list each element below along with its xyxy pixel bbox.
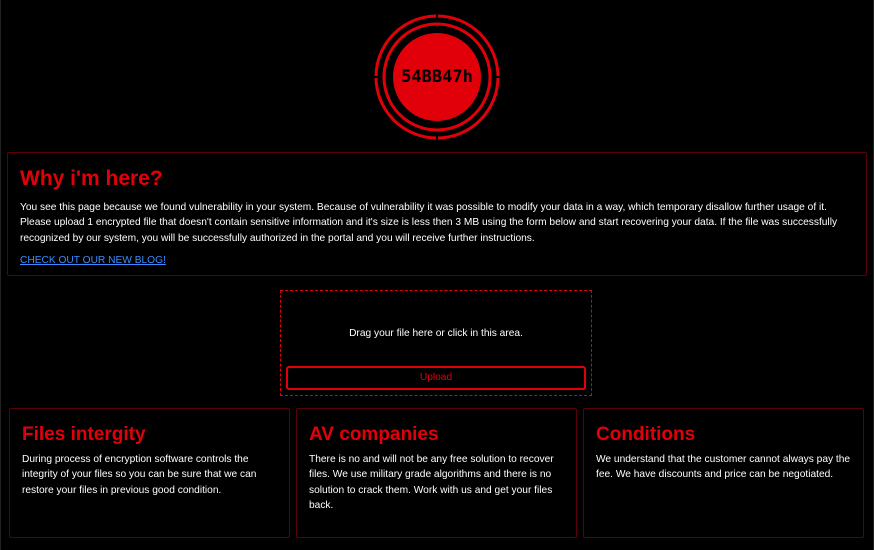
card-conditions: [583, 408, 864, 538]
card-files-integrity: [9, 408, 290, 538]
why-paragraph: You see this page because we found vulnerability in your system. Because of vulnerability it was possible to modify your data in a way, which temporary disallow further usage of it. Please upload 1 encrypted file that doesn't contain sensitive information and it's size is less then 3 MB using the form below and start recovering your data. If the file was successfully recognized by our system, you will be successfully authorized in the portal and you will receive further instructions.: [20, 202, 838, 244]
card-text: We understand that the customer cannot always pay the fee. We have discounts and price can be negotiated.: [596, 454, 851, 481]
card-text: During process of encryption software controls the integrity of your files so you can be sure that we can restore your files in previous good condition.: [22, 454, 257, 496]
dropzone-text: Drag your file here or click in this area.: [349, 328, 523, 339]
card-title: Conditions: [596, 424, 696, 445]
logo-text: 54BB47h: [401, 67, 473, 87]
why-section: [7, 152, 867, 276]
why-title: Why i'm here?: [20, 167, 163, 190]
file-dropzone[interactable]: [280, 290, 592, 396]
logo: [374, 14, 500, 140]
blog-link[interactable]: CHECK OUT OUR NEW BLOG!: [20, 254, 166, 266]
card-title: Files intergity: [22, 424, 146, 445]
card-text: There is no and will not be any free solution to recover files. We use military grade algorithms and there is no solution to crack them. Work with us and get your files back.: [309, 454, 554, 511]
upload-button[interactable]: Upload: [286, 366, 586, 390]
card-av-companies: [296, 408, 577, 538]
card-title: AV companies: [309, 424, 439, 445]
